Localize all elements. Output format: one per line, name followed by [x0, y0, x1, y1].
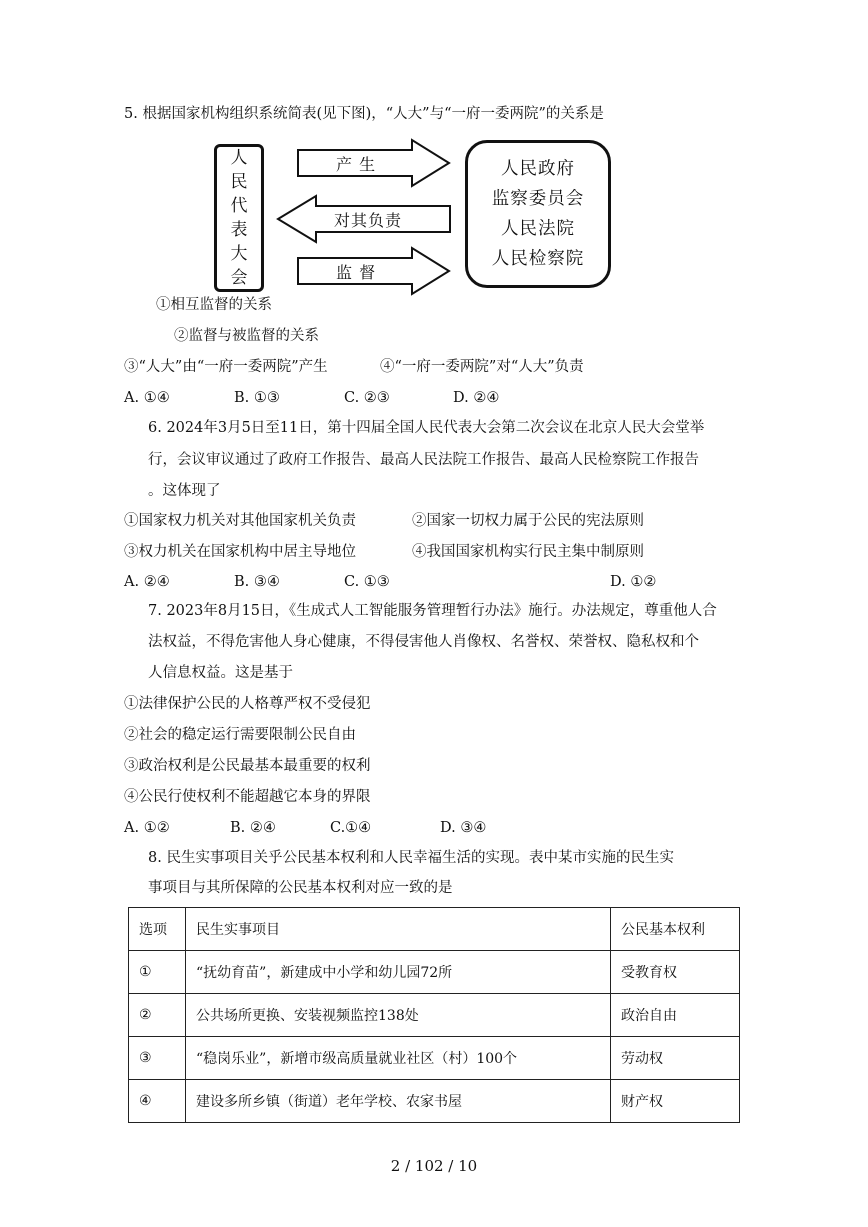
npc-char: 人: [230, 148, 248, 168]
q7-answer-a: A. ①②: [124, 820, 170, 836]
q7-stem-line-1: 7. 2023年8月15日，《生成式人工智能服务管理暂行办法》施行。办法规定，尊重他人合: [148, 603, 717, 619]
table-cell-right: 财产权: [611, 1080, 740, 1123]
table-cell-option: ②: [129, 994, 186, 1037]
table-cell-project: “稳岗乐业”，新增市级高质量就业社区（村）100个: [186, 1037, 611, 1080]
q6-option-4: ④我国国家机构实行民主集中制原则: [412, 544, 644, 560]
q5-answer-c: C. ②③: [344, 390, 390, 406]
arrow-label-produce: 产 生: [336, 155, 377, 174]
table-header-cell: 公民基本权利: [611, 908, 740, 951]
npc-char: 大: [230, 244, 248, 264]
q5-answer-a: A. ①④: [124, 390, 170, 406]
q7-answer-d: D. ③④: [440, 820, 487, 836]
npc-box: [214, 144, 264, 292]
q5-answer-b: B. ①③: [234, 390, 280, 406]
table-header-row: [129, 908, 740, 951]
q5-answer-d: D. ②④: [453, 390, 500, 406]
q5-option-3: ③“人大”由“一府一委两院”产生: [124, 359, 328, 375]
table-row: [129, 1080, 740, 1123]
table-cell-project: 公共场所更换、安装视频监控138处: [186, 994, 611, 1037]
q6-answer-c: C. ①③: [344, 574, 390, 590]
npc-char: 民: [230, 172, 248, 192]
table-header-cell: 民生实事项目: [186, 908, 611, 951]
organs-box: [465, 140, 611, 288]
q7-stem-line-3: 人信息权益。这是基于: [148, 665, 293, 681]
state-organs-diagram: [210, 138, 615, 298]
q8-stem-line-2: 事项目与其所保障的公民基本权利对应一致的是: [148, 880, 453, 896]
page-number: 2 / 102 / 10: [390, 1157, 478, 1175]
q5-option-2: ②监督与被监督的关系: [174, 328, 319, 344]
npc-char: 表: [230, 220, 248, 240]
table-cell-right: 受教育权: [611, 951, 740, 994]
npc-char: 会: [230, 268, 248, 288]
arrow-label-supervise: 监 督: [336, 263, 377, 282]
table-cell-project: “抚幼育苗”，新建成中小学和幼儿园72所: [186, 951, 611, 994]
organ-name: 人民检察院: [491, 249, 585, 269]
q6-answer-a: A. ②④: [124, 574, 170, 590]
table-cell-option: ④: [129, 1080, 186, 1123]
q6-answer-d: D. ①②: [610, 574, 657, 590]
q7-stem-line-2: 法权益，不得危害他人身心健康，不得侵害他人肖像权、名誉权、荣誉权、隐私权和个: [148, 634, 699, 650]
table-cell-right: 劳动权: [611, 1037, 740, 1080]
table-cell-option: ③: [129, 1037, 186, 1080]
table-header-cell: 选项: [129, 908, 186, 951]
q8-stem-line-1: 8. 民生实事项目关乎公民基本权利和人民幸福生活的实现。表中某市实施的民生实: [148, 850, 674, 866]
q5-option-1: ①相互监督的关系: [156, 297, 272, 313]
q6-answer-b: B. ③④: [234, 574, 280, 590]
organ-name: 人民法院: [501, 219, 575, 239]
q7-option-3: ③政治权利是公民最基本最重要的权利: [124, 758, 371, 774]
q6-option-2: ②国家一切权力属于公民的宪法原则: [412, 513, 644, 529]
npc-char: 代: [230, 196, 248, 216]
q6-option-1: ①国家权力机关对其他国家机关负责: [124, 513, 356, 529]
arrow-label-responsible: 对其负责: [334, 211, 403, 230]
livelihood-projects-table: [128, 907, 740, 1123]
q6-stem-line-2: 行，会议审议通过了政府工作报告、最高人民法院工作报告、最高人民检察院工作报告: [148, 452, 699, 468]
table-row: [129, 1037, 740, 1080]
q7-answer-c: C.①④: [330, 820, 372, 836]
table-row: [129, 994, 740, 1037]
table-row: [129, 951, 740, 994]
table-cell-option: ①: [129, 951, 186, 994]
q7-option-4: ④公民行使权利不能超越它本身的界限: [124, 789, 371, 805]
organ-name: 人民政府: [501, 159, 575, 179]
q7-option-2: ②社会的稳定运行需要限制公民自由: [124, 727, 356, 743]
q7-option-1: ①法律保护公民的人格尊严权不受侵犯: [124, 696, 371, 712]
q7-answer-b: B. ②④: [230, 820, 276, 836]
table-cell-project: 建设多所乡镇（街道）老年学校、农家书屋: [186, 1080, 611, 1123]
q6-option-3: ③权力机关在国家机构中居主导地位: [124, 544, 356, 560]
q5-stem: 5. 根据国家机构组织系统简表(见下图)，“人大”与“一府一委两院”的关系是: [124, 106, 604, 122]
q6-stem-line-1: 6. 2024年3月5日至11日，第十四届全国人民代表大会第二次会议在北京人民大会堂举: [148, 420, 705, 436]
organ-name: 监察委员会: [491, 189, 585, 209]
q5-option-4: ④“一府一委两院”对“人大”负责: [380, 359, 584, 375]
table-cell-right: 政治自由: [611, 994, 740, 1037]
q6-stem-line-3: 。这体现了: [148, 483, 221, 499]
